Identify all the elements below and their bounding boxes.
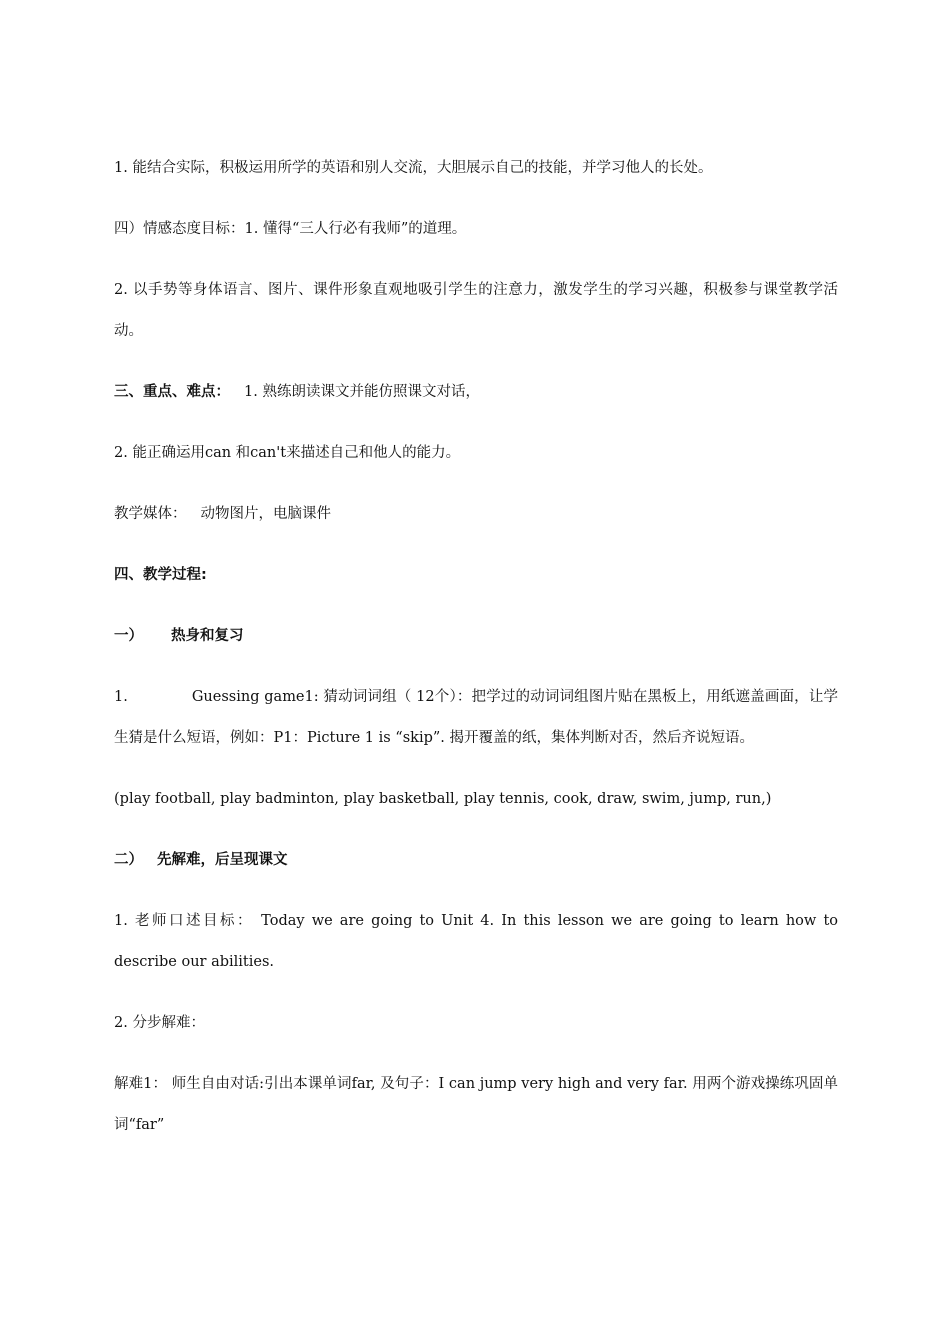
paragraph-teaching-media — [114, 494, 838, 535]
document-page — [114, 148, 843, 1166]
paragraph-difficulty-one: 解难1： 师生自由对话:引出本课单词far, 及句子：I can jump very high and very far. 用两个游戏操练巩固单词“far” — [114, 1076, 838, 1133]
warmup-title: 热身和复习 — [171, 628, 244, 644]
paragraph-key-points — [114, 372, 838, 413]
paragraph-body-language: 2. 以手势等身体语言、图片、课件形象直观地吸引学生的注意力，激发学生的学习兴趣，积极参与课堂教学活动。 — [114, 282, 838, 339]
paragraph-can-cant: 2. 能正确运用can 和can't来描述自己和他人的能力。 — [114, 445, 461, 461]
difficulties-number: 二） — [114, 852, 143, 868]
warmup-number: 一） — [114, 628, 143, 644]
guessing-game-number: 1. — [114, 689, 128, 705]
paragraph-teacher-goal: 1. 老师口述目标： Today we are going to Unit 4. In this lesson we are going to learn how to describe our abilities. — [114, 913, 843, 970]
difficulties-title: 先解难，后呈现课文 — [157, 852, 288, 868]
teaching-media-text: 动物图片，电脑课件 — [200, 506, 331, 522]
guessing-game-text: Guessing game1: 猜动词词组（ 12个）：把学过的动词词组图片贴在黑板上，用纸遮盖画面，让学生猜是什么短语，例如：P1：Picture 1 is “skip”. 揭开覆盖的纸，集体判断对否，然后齐说短语。 — [114, 689, 838, 746]
key-points-text: 1. 熟练朗读课文并能仿照课文对话， — [244, 384, 480, 400]
teaching-media-label: 教学媒体： — [114, 506, 187, 522]
key-points-heading: 三、重点、难点： — [114, 384, 230, 400]
subsection-heading-difficulties — [114, 840, 838, 881]
paragraph-ability-goal: 1. 能结合实际，积极运用所学的英语和别人交流，大胆展示自己的技能，并学习他人的长处。 — [114, 160, 713, 176]
paragraph-phrase-list: (play football, play badminton, play basketball, play tennis, cook, draw, swim, jump, run,) — [114, 791, 772, 807]
subsection-heading-warmup — [114, 616, 838, 657]
paragraph-step-solving: 2. 分步解难： — [114, 1015, 205, 1031]
paragraph-guessing-game — [114, 677, 838, 759]
section-heading-teaching-process: 四、教学过程: — [114, 567, 207, 583]
paragraph-emotion-goal: 四）情感态度目标：1. 懂得“三人行必有我师”的道理。 — [114, 221, 467, 237]
